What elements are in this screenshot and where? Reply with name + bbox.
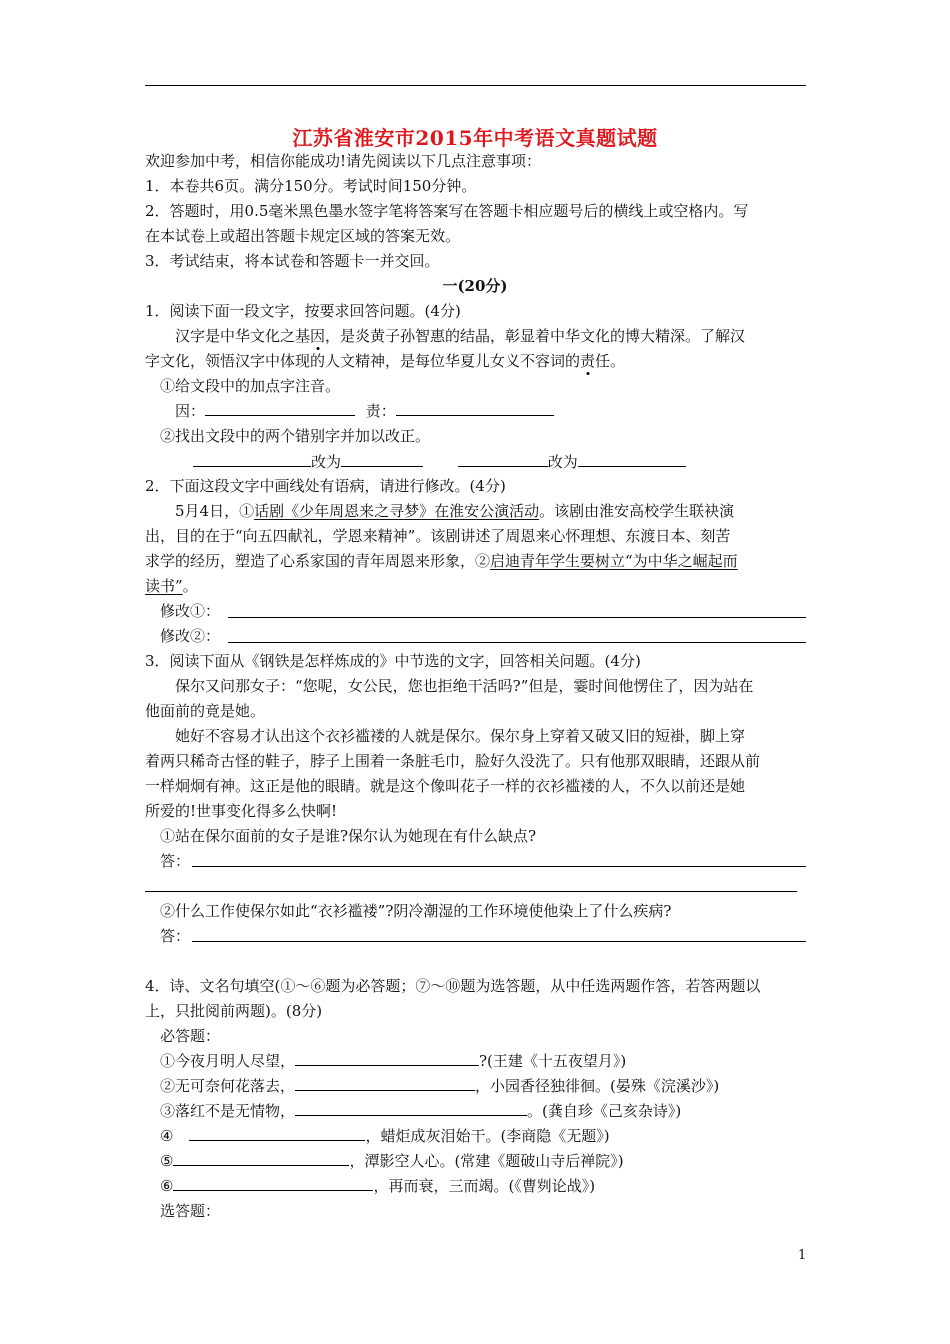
blank-item-3[interactable] (295, 1099, 527, 1116)
q3-p1-line1: 保尔又问那女子：“您呢，女公民，您也拒绝干活吗?”但是，霎时间他愣住了，因为站在 (175, 677, 754, 695)
q3-p2-line1: 她好不容易才认出这个衣衫褴褛的人就是保尔。保尔身上穿着又破又旧的短褂，脚上穿 (175, 727, 746, 745)
q1-correction-row: 改为 改为 (193, 450, 686, 474)
q4-stem-line2: 上，只批阅前两题)。(8分) (145, 1002, 323, 1020)
blank-item-4[interactable] (189, 1124, 365, 1141)
q3-answer1-label: 答： (160, 852, 191, 870)
note-2-cont: 在本试卷上或超出答题卡规定区域的答案无效。 (145, 227, 461, 245)
blank-right-1[interactable] (341, 450, 423, 467)
blank-right-2[interactable] (578, 450, 686, 467)
q2-fix1-answer-line[interactable] (228, 617, 806, 618)
q2-passage-line1: 5月4日，①话剧《少年周恩来之寻梦》在淮安公演活动。该剧由淮安高校学生联袂演 (175, 502, 735, 520)
q4-required-label: 必答题： (160, 1027, 221, 1045)
q3-answer2-label: 答： (160, 927, 191, 945)
q1-passage-line1: 汉字是中华文化之基因，是炎黄子孙智惠的结晶，彰显着中华文化的博大精深。了解汉 (175, 327, 746, 345)
header-rule (145, 85, 806, 86)
blank-wrong-2[interactable] (458, 450, 548, 467)
q1-sub2: ②找出文段中的两个错别字并加以改正。 (160, 427, 431, 445)
blank-yin[interactable] (205, 399, 355, 416)
exam-title: 江苏省淮安市2015年中考语文真题试题 (292, 126, 658, 150)
q3-sub2: ②什么工作使保尔如此“衣衫褴褛”?阴冷潮湿的工作环境使他染上了什么疾病? (160, 902, 672, 920)
q2-fix1-label: 修改①： (160, 602, 221, 620)
underlined-sentence-2: 启迪青年学生要树立“为中华之崛起而 (490, 552, 738, 570)
q4-optional-label: 选答题： (160, 1202, 221, 1220)
page-number: 1 (798, 1248, 807, 1263)
q4-item-5: ⑤ ，潭影空人心。(常建《题破山寺后禅院》) (160, 1149, 624, 1173)
q4-item-1: ①今夜月明人尽望， ?(王建《十五夜望月》) (160, 1049, 626, 1073)
intro-text: 欢迎参加中考，相信你能成功!请先阅读以下几点注意事项： (145, 152, 542, 170)
note-3: 3．考试结束，将本试卷和答题卡一并交回。 (145, 252, 440, 270)
blank-item-6[interactable] (173, 1174, 373, 1191)
q1-stem: 1．阅读下面一段文字，按要求回答问题。(4分) (145, 302, 461, 320)
q3-answer1-line2[interactable] (145, 891, 797, 892)
q3-p2-line2: 着两只稀奇古怪的鞋子，脖子上围着一条脏毛巾，脸好久没洗了。只有他那双眼睛，还跟从前 (145, 752, 761, 770)
q3-answer1-line[interactable] (192, 866, 806, 867)
blank-item-5[interactable] (173, 1149, 349, 1166)
note-1: 1．本卷共6页。满分150分。考试时间150分钟。 (145, 177, 477, 195)
underlined-sentence-1: 话剧《少年周恩来之寻梦》在淮安公演活动 (254, 502, 540, 520)
q3-p1-line2: 他面前的竟是她。 (145, 702, 266, 720)
q4-item-4: ④ ，蜡炬成灰泪始干。(李商隐《无题》) (160, 1124, 610, 1148)
blank-ze[interactable] (396, 399, 554, 416)
q1-pinyin-row: 因： 责： (175, 399, 554, 423)
blank-wrong-1[interactable] (193, 450, 311, 467)
note-2: 2．答题时，用0.5毫米黑色墨水签字笔将答案写在答题卡相应题号后的横线上或空格内。写 (145, 202, 749, 220)
blank-item-2[interactable] (295, 1074, 475, 1091)
q3-p2-line3: 一样炯炯有神。这正是他的眼睛。就是这个像叫花子一样的衣衫褴褛的人，不久以前还是她 (145, 777, 746, 795)
q2-fix2-label: 修改②： (160, 627, 221, 645)
blank-item-1[interactable] (295, 1049, 479, 1066)
q2-fix2-answer-line[interactable] (228, 642, 806, 643)
q1-passage-line2: 字文化，领悟汉字中体现的人文精神，是每位华夏儿女义不容词的责任。 (145, 352, 626, 370)
dotted-char-ze: 责 (580, 352, 596, 370)
section-heading: 一(20分) (442, 277, 508, 295)
q3-answer2-line[interactable] (192, 941, 806, 942)
q2-passage-line4: 读书”。 (145, 577, 198, 595)
q3-sub1: ①站在保尔面前的女子是谁?保尔认为她现在有什么缺点? (160, 827, 537, 845)
q2-passage-line2: 出，目的在于“向五四献礼，学恩来精神”。该剧讲述了周恩来心怀理想、东渡日本、刻苦 (145, 527, 731, 545)
q4-item-2: ②无可奈何花落去， ，小园香径独徘徊。(晏殊《浣溪沙》) (160, 1074, 719, 1098)
q1-sub1: ①给文段中的加点字注音。 (160, 377, 341, 395)
q2-stem: 2．下面这段文字中画线处有语病，请进行修改。(4分) (145, 477, 506, 495)
q4-stem-line1: 4．诗、文名句填空(①～⑥题为必答题；⑦～⑩题为选答题，从中任选两题作答，若答两题以 (145, 977, 761, 995)
q3-p2-line4: 所爱的!世事变化得多么快啊! (145, 802, 338, 820)
q2-passage-line3: 求学的经历，塑造了心系家国的青年周恩来形象，②启迪青年学生要树立“为中华之崛起而 (145, 552, 738, 570)
q4-item-6: ⑥ ，再而衰，三而竭。(《曹刿论战》) (160, 1174, 595, 1198)
q3-stem: 3．阅读下面从《钢铁是怎样炼成的》中节选的文字，回答相关问题。(4分) (145, 652, 641, 670)
q4-item-3: ③落红不是无情物， 。(龚自珍《己亥杂诗》) (160, 1099, 681, 1123)
dotted-char-yin: 因 (310, 327, 326, 345)
